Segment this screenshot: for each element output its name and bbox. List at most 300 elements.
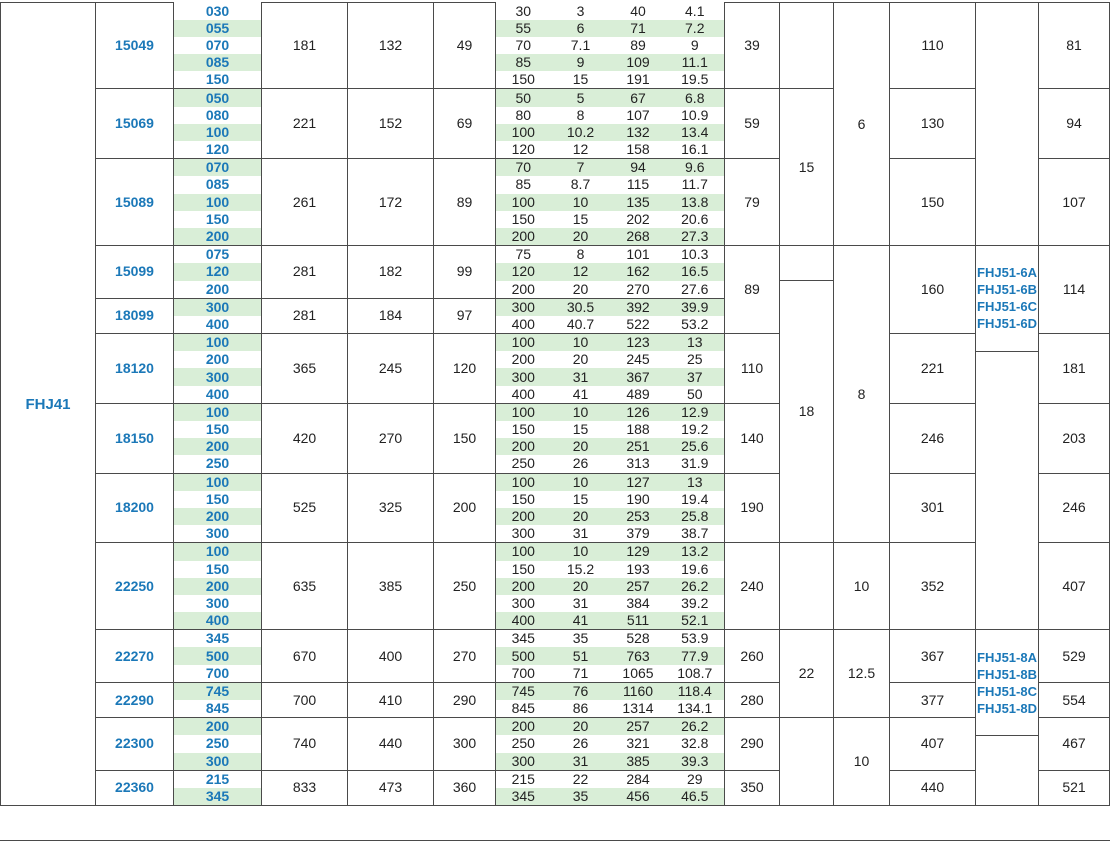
size-code: 100 bbox=[174, 334, 262, 352]
value-1: 745 bbox=[496, 682, 551, 700]
value-1: 200 bbox=[496, 281, 551, 299]
dim-d: 350 bbox=[725, 770, 780, 805]
series-code: 15049 bbox=[96, 3, 174, 89]
value-3: 162 bbox=[611, 263, 666, 280]
table-row bbox=[1, 682, 1110, 700]
value-3: 763 bbox=[611, 647, 666, 664]
value-1: 500 bbox=[496, 647, 551, 664]
dim-a: 670 bbox=[262, 630, 348, 683]
value-1: 345 bbox=[496, 630, 551, 648]
value-1: 100 bbox=[496, 124, 551, 141]
model-name: FHJ41 bbox=[1, 3, 96, 806]
value-1: 50 bbox=[496, 89, 551, 107]
series-code: 15099 bbox=[96, 246, 174, 299]
size-code: 200 bbox=[174, 508, 262, 525]
value-3: 528 bbox=[611, 630, 666, 648]
value-4: 50 bbox=[666, 386, 725, 404]
value-1: 200 bbox=[496, 351, 551, 368]
dim-g: 110 bbox=[890, 3, 976, 89]
model-list-item: FHJ51-6D bbox=[977, 316, 1037, 332]
value-4: 27.6 bbox=[666, 281, 725, 299]
size-code: 055 bbox=[174, 20, 262, 37]
size-code: 250 bbox=[174, 735, 262, 752]
dim-d: 290 bbox=[725, 718, 780, 771]
merged-dim-e: 15 bbox=[780, 89, 834, 246]
dim-h: 554 bbox=[1039, 682, 1110, 717]
dim-b: 473 bbox=[348, 770, 434, 805]
dim-b: 182 bbox=[348, 246, 434, 299]
size-code: 150 bbox=[174, 211, 262, 228]
dim-h: 521 bbox=[1039, 770, 1110, 805]
series-code: 22290 bbox=[96, 682, 174, 717]
value-4: 16.5 bbox=[666, 263, 725, 280]
merged-dim-e: 18 bbox=[780, 281, 834, 543]
dim-c: 99 bbox=[434, 246, 496, 299]
table-row bbox=[1, 334, 1110, 352]
model-list bbox=[976, 264, 1038, 332]
size-code: 345 bbox=[174, 788, 262, 806]
value-3: 268 bbox=[611, 228, 666, 246]
value-1: 200 bbox=[496, 578, 551, 595]
table-row bbox=[1, 246, 1110, 264]
value-2: 8 bbox=[551, 107, 611, 124]
value-2: 20 bbox=[551, 578, 611, 595]
table-bottom-border bbox=[0, 840, 1110, 841]
value-4: 13 bbox=[666, 334, 725, 352]
dim-g: 440 bbox=[890, 770, 976, 805]
series-code: 15089 bbox=[96, 159, 174, 246]
value-4: 19.2 bbox=[666, 421, 725, 438]
dim-b: 132 bbox=[348, 3, 434, 89]
dim-c: 200 bbox=[434, 473, 496, 543]
size-code: 050 bbox=[174, 89, 262, 107]
value-1: 75 bbox=[496, 246, 551, 264]
size-code: 400 bbox=[174, 612, 262, 630]
value-2: 15 bbox=[551, 71, 611, 89]
dim-a: 740 bbox=[262, 718, 348, 771]
value-2: 7 bbox=[551, 159, 611, 177]
dim-a: 281 bbox=[262, 246, 348, 299]
value-2: 22 bbox=[551, 770, 611, 788]
dim-a: 635 bbox=[262, 543, 348, 630]
value-2: 10 bbox=[551, 403, 611, 421]
value-4: 13.4 bbox=[666, 124, 725, 141]
model-list-item: FHJ51-6A bbox=[977, 265, 1037, 281]
size-code: 200 bbox=[174, 578, 262, 595]
value-4: 27.3 bbox=[666, 228, 725, 246]
value-2: 12 bbox=[551, 263, 611, 280]
size-code: 400 bbox=[174, 316, 262, 334]
size-code: 300 bbox=[174, 595, 262, 612]
value-3: 257 bbox=[611, 718, 666, 736]
dim-c: 300 bbox=[434, 718, 496, 771]
value-3: 1314 bbox=[611, 700, 666, 718]
value-3: 89 bbox=[611, 37, 666, 54]
dim-c: 120 bbox=[434, 334, 496, 404]
value-1: 700 bbox=[496, 665, 551, 683]
merged-dim-f: 8 bbox=[834, 246, 890, 543]
value-4: 53.9 bbox=[666, 630, 725, 648]
value-3: 123 bbox=[611, 334, 666, 352]
value-1: 300 bbox=[496, 298, 551, 316]
value-4: 26.2 bbox=[666, 718, 725, 736]
merged-dim-e bbox=[780, 246, 834, 281]
dim-h: 114 bbox=[1039, 246, 1110, 334]
value-4: 9 bbox=[666, 37, 725, 54]
dim-a: 833 bbox=[262, 770, 348, 805]
value-4: 53.2 bbox=[666, 316, 725, 334]
dim-g: 367 bbox=[890, 630, 976, 683]
value-3: 193 bbox=[611, 561, 666, 578]
value-1: 100 bbox=[496, 403, 551, 421]
value-2: 51 bbox=[551, 647, 611, 664]
merged-dim-e bbox=[780, 3, 834, 89]
dim-h: 94 bbox=[1039, 89, 1110, 159]
table-row bbox=[1, 89, 1110, 107]
value-1: 300 bbox=[496, 525, 551, 543]
size-code: 120 bbox=[174, 263, 262, 280]
value-2: 15 bbox=[551, 491, 611, 508]
value-2: 10.2 bbox=[551, 124, 611, 141]
series-code: 15069 bbox=[96, 89, 174, 159]
value-2: 31 bbox=[551, 525, 611, 543]
dim-d: 79 bbox=[725, 159, 780, 246]
value-3: 257 bbox=[611, 578, 666, 595]
value-3: 245 bbox=[611, 351, 666, 368]
value-3: 321 bbox=[611, 735, 666, 752]
dim-b: 172 bbox=[348, 159, 434, 246]
merged-dim-f: 10 bbox=[834, 718, 890, 806]
dim-g: 150 bbox=[890, 159, 976, 246]
size-code: 120 bbox=[174, 141, 262, 159]
value-1: 100 bbox=[496, 543, 551, 561]
size-code: 300 bbox=[174, 753, 262, 771]
value-4: 20.6 bbox=[666, 211, 725, 228]
dim-h: 81 bbox=[1039, 3, 1110, 89]
size-code: 200 bbox=[174, 228, 262, 246]
value-3: 385 bbox=[611, 753, 666, 771]
value-3: 202 bbox=[611, 211, 666, 228]
size-code: 150 bbox=[174, 421, 262, 438]
value-4: 25.8 bbox=[666, 508, 725, 525]
value-3: 392 bbox=[611, 298, 666, 316]
value-2: 10 bbox=[551, 334, 611, 352]
dim-c: 97 bbox=[434, 298, 496, 333]
value-1: 400 bbox=[496, 612, 551, 630]
size-code: 300 bbox=[174, 368, 262, 385]
merged-dim-e bbox=[780, 543, 834, 630]
dim-g: 352 bbox=[890, 543, 976, 630]
table-row bbox=[1, 718, 1110, 736]
size-code: 150 bbox=[174, 71, 262, 89]
model-list-item: FHJ51-6C bbox=[977, 299, 1037, 315]
dim-h: 203 bbox=[1039, 403, 1110, 473]
value-2: 26 bbox=[551, 735, 611, 752]
model-list-item: FHJ51-8B bbox=[977, 666, 1037, 682]
size-code: 075 bbox=[174, 246, 262, 264]
value-2: 20 bbox=[551, 438, 611, 455]
value-1: 150 bbox=[496, 211, 551, 228]
value-4: 11.7 bbox=[666, 176, 725, 193]
value-2: 20 bbox=[551, 228, 611, 246]
value-4: 16.1 bbox=[666, 141, 725, 159]
merged-dim-f: 10 bbox=[834, 543, 890, 630]
matching-model-list bbox=[976, 351, 1039, 630]
value-4: 29 bbox=[666, 770, 725, 788]
dim-b: 385 bbox=[348, 543, 434, 630]
value-3: 188 bbox=[611, 421, 666, 438]
table-row bbox=[1, 543, 1110, 561]
value-2: 7.1 bbox=[551, 37, 611, 54]
size-code: 250 bbox=[174, 455, 262, 473]
value-3: 367 bbox=[611, 368, 666, 385]
table-row bbox=[1, 159, 1110, 177]
size-code: 300 bbox=[174, 525, 262, 543]
value-1: 150 bbox=[496, 71, 551, 89]
table-row bbox=[1, 770, 1110, 788]
value-4: 26.2 bbox=[666, 578, 725, 595]
dim-b: 400 bbox=[348, 630, 434, 683]
dim-b: 245 bbox=[348, 334, 434, 404]
value-4: 4.1 bbox=[666, 3, 725, 20]
value-1: 200 bbox=[496, 718, 551, 736]
value-1: 70 bbox=[496, 159, 551, 177]
value-4: 32.8 bbox=[666, 735, 725, 752]
value-2: 20 bbox=[551, 281, 611, 299]
value-2: 30.5 bbox=[551, 298, 611, 316]
value-3: 71 bbox=[611, 20, 666, 37]
value-1: 85 bbox=[496, 54, 551, 71]
merged-dim-e bbox=[780, 718, 834, 806]
value-1: 100 bbox=[496, 334, 551, 352]
value-2: 35 bbox=[551, 630, 611, 648]
value-3: 40 bbox=[611, 3, 666, 20]
value-3: 132 bbox=[611, 124, 666, 141]
matching-model-list bbox=[976, 630, 1039, 736]
spec-table bbox=[0, 2, 1110, 806]
value-1: 845 bbox=[496, 700, 551, 718]
value-2: 8.7 bbox=[551, 176, 611, 193]
value-1: 300 bbox=[496, 368, 551, 385]
size-code: 745 bbox=[174, 682, 262, 700]
size-code: 080 bbox=[174, 107, 262, 124]
value-3: 379 bbox=[611, 525, 666, 543]
value-4: 13.2 bbox=[666, 543, 725, 561]
value-2: 31 bbox=[551, 753, 611, 771]
value-1: 200 bbox=[496, 438, 551, 455]
dim-h: 467 bbox=[1039, 718, 1110, 771]
size-code: 150 bbox=[174, 561, 262, 578]
dim-d: 240 bbox=[725, 543, 780, 630]
dim-g: 407 bbox=[890, 718, 976, 771]
value-3: 115 bbox=[611, 176, 666, 193]
value-1: 100 bbox=[496, 473, 551, 491]
dim-d: 190 bbox=[725, 473, 780, 543]
dim-d: 110 bbox=[725, 334, 780, 404]
value-1: 300 bbox=[496, 753, 551, 771]
value-3: 158 bbox=[611, 141, 666, 159]
value-1: 80 bbox=[496, 107, 551, 124]
value-4: 118.4 bbox=[666, 682, 725, 700]
value-3: 313 bbox=[611, 455, 666, 473]
value-4: 134.1 bbox=[666, 700, 725, 718]
dim-b: 184 bbox=[348, 298, 434, 333]
value-1: 250 bbox=[496, 735, 551, 752]
value-1: 100 bbox=[496, 194, 551, 211]
value-2: 31 bbox=[551, 595, 611, 612]
value-4: 13 bbox=[666, 473, 725, 491]
series-code: 22300 bbox=[96, 718, 174, 771]
value-1: 150 bbox=[496, 491, 551, 508]
value-3: 253 bbox=[611, 508, 666, 525]
dim-d: 280 bbox=[725, 682, 780, 717]
value-1: 200 bbox=[496, 228, 551, 246]
matching-model-list bbox=[976, 246, 1039, 352]
dim-c: 49 bbox=[434, 3, 496, 89]
value-1: 85 bbox=[496, 176, 551, 193]
dim-g: 301 bbox=[890, 473, 976, 543]
value-3: 1160 bbox=[611, 682, 666, 700]
value-2: 5 bbox=[551, 89, 611, 107]
model-list-item: FHJ51-8A bbox=[977, 649, 1037, 665]
value-3: 522 bbox=[611, 316, 666, 334]
value-3: 127 bbox=[611, 473, 666, 491]
value-3: 270 bbox=[611, 281, 666, 299]
dim-h: 246 bbox=[1039, 473, 1110, 543]
series-code: 22270 bbox=[96, 630, 174, 683]
value-2: 40.7 bbox=[551, 316, 611, 334]
size-code: 085 bbox=[174, 176, 262, 193]
value-2: 3 bbox=[551, 3, 611, 20]
size-code: 845 bbox=[174, 700, 262, 718]
value-4: 19.5 bbox=[666, 71, 725, 89]
value-4: 10.3 bbox=[666, 246, 725, 264]
value-2: 15 bbox=[551, 211, 611, 228]
dim-h: 407 bbox=[1039, 543, 1110, 630]
size-code: 345 bbox=[174, 630, 262, 648]
series-code: 18099 bbox=[96, 298, 174, 333]
value-2: 6 bbox=[551, 20, 611, 37]
value-1: 30 bbox=[496, 3, 551, 20]
series-code: 18200 bbox=[96, 473, 174, 543]
value-3: 489 bbox=[611, 386, 666, 404]
dim-d: 140 bbox=[725, 403, 780, 473]
value-3: 190 bbox=[611, 491, 666, 508]
value-1: 150 bbox=[496, 561, 551, 578]
size-code: 100 bbox=[174, 194, 262, 211]
value-3: 107 bbox=[611, 107, 666, 124]
size-code: 400 bbox=[174, 386, 262, 404]
matching-model-list bbox=[976, 735, 1039, 805]
series-code: 22360 bbox=[96, 770, 174, 805]
value-1: 300 bbox=[496, 595, 551, 612]
value-4: 19.4 bbox=[666, 491, 725, 508]
dim-b: 152 bbox=[348, 89, 434, 159]
size-code: 500 bbox=[174, 647, 262, 664]
size-code: 700 bbox=[174, 665, 262, 683]
merged-dim-f: 6 bbox=[834, 3, 890, 246]
value-2: 12 bbox=[551, 141, 611, 159]
model-list bbox=[976, 649, 1038, 717]
size-code: 100 bbox=[174, 543, 262, 561]
dim-h: 529 bbox=[1039, 630, 1110, 683]
dim-b: 440 bbox=[348, 718, 434, 771]
value-2: 10 bbox=[551, 194, 611, 211]
value-2: 10 bbox=[551, 473, 611, 491]
value-2: 71 bbox=[551, 665, 611, 683]
value-1: 400 bbox=[496, 316, 551, 334]
value-4: 10.9 bbox=[666, 107, 725, 124]
dim-c: 360 bbox=[434, 770, 496, 805]
size-code: 200 bbox=[174, 718, 262, 736]
value-4: 77.9 bbox=[666, 647, 725, 664]
series-code: 18120 bbox=[96, 334, 174, 404]
size-code: 200 bbox=[174, 438, 262, 455]
merged-dim-f: 12.5 bbox=[834, 630, 890, 718]
dim-d: 89 bbox=[725, 246, 780, 334]
value-1: 200 bbox=[496, 508, 551, 525]
value-1: 215 bbox=[496, 770, 551, 788]
value-2: 8 bbox=[551, 246, 611, 264]
value-4: 7.2 bbox=[666, 20, 725, 37]
table-row bbox=[1, 473, 1110, 491]
value-2: 41 bbox=[551, 386, 611, 404]
value-4: 9.6 bbox=[666, 159, 725, 177]
size-code: 100 bbox=[174, 124, 262, 141]
dim-g: 246 bbox=[890, 403, 976, 473]
value-3: 126 bbox=[611, 403, 666, 421]
value-3: 511 bbox=[611, 612, 666, 630]
value-2: 20 bbox=[551, 718, 611, 736]
value-3: 251 bbox=[611, 438, 666, 455]
size-code: 150 bbox=[174, 491, 262, 508]
size-code: 085 bbox=[174, 54, 262, 71]
size-code: 070 bbox=[174, 37, 262, 54]
value-3: 191 bbox=[611, 71, 666, 89]
dim-d: 260 bbox=[725, 630, 780, 683]
dim-a: 181 bbox=[262, 3, 348, 89]
value-3: 109 bbox=[611, 54, 666, 71]
size-code: 300 bbox=[174, 298, 262, 316]
value-3: 135 bbox=[611, 194, 666, 211]
dim-b: 270 bbox=[348, 403, 434, 473]
size-code: 030 bbox=[174, 3, 262, 20]
value-4: 12.9 bbox=[666, 403, 725, 421]
dim-d: 39 bbox=[725, 3, 780, 89]
dim-a: 700 bbox=[262, 682, 348, 717]
table-row bbox=[1, 403, 1110, 421]
value-4: 31.9 bbox=[666, 455, 725, 473]
value-4: 25 bbox=[666, 351, 725, 368]
dim-c: 250 bbox=[434, 543, 496, 630]
value-2: 10 bbox=[551, 543, 611, 561]
value-1: 345 bbox=[496, 788, 551, 806]
value-4: 37 bbox=[666, 368, 725, 385]
value-4: 19.6 bbox=[666, 561, 725, 578]
value-1: 70 bbox=[496, 37, 551, 54]
dim-a: 221 bbox=[262, 89, 348, 159]
value-4: 25.6 bbox=[666, 438, 725, 455]
value-2: 41 bbox=[551, 612, 611, 630]
dim-g: 130 bbox=[890, 89, 976, 159]
dim-a: 420 bbox=[262, 403, 348, 473]
value-4: 39.3 bbox=[666, 753, 725, 771]
dim-c: 290 bbox=[434, 682, 496, 717]
size-code: 200 bbox=[174, 281, 262, 299]
value-2: 31 bbox=[551, 368, 611, 385]
dim-c: 270 bbox=[434, 630, 496, 683]
dim-g: 377 bbox=[890, 682, 976, 717]
